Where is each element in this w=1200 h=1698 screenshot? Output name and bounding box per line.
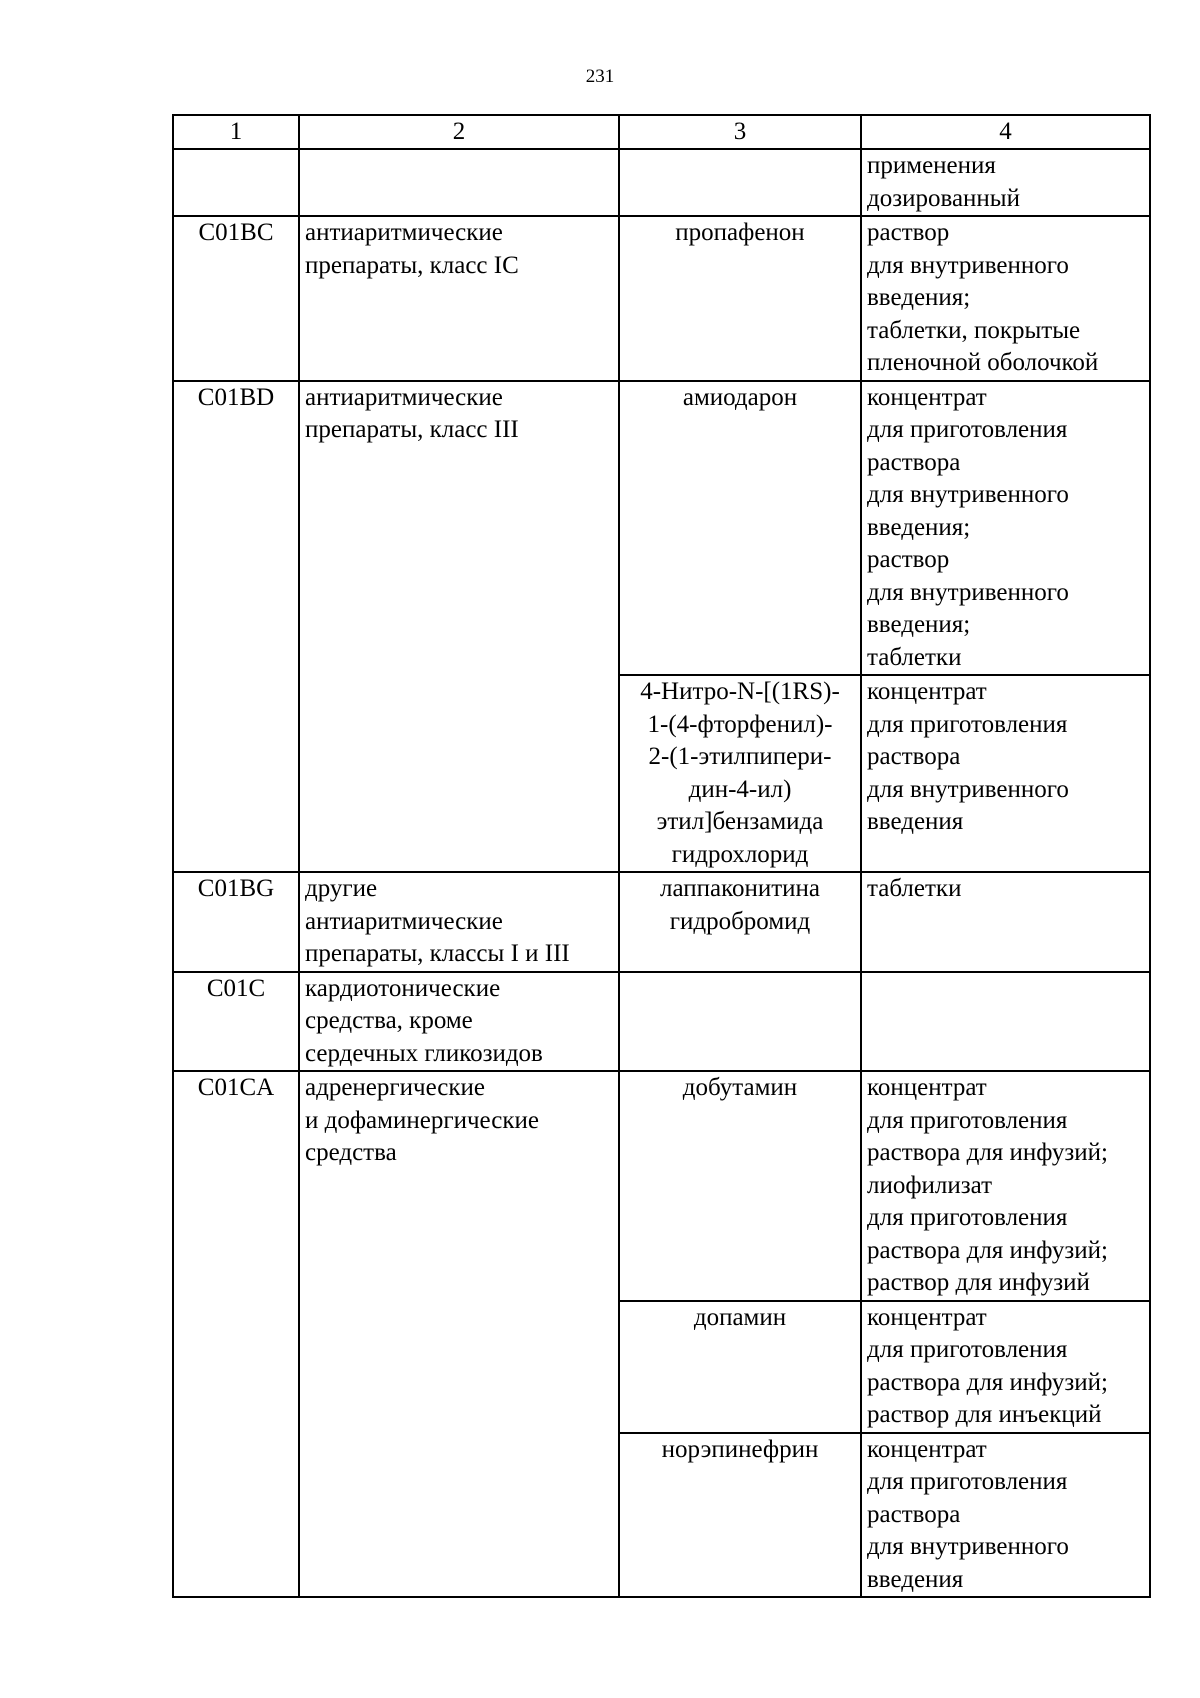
table-header-row: [173, 115, 1150, 149]
drug-cell: амиодарон: [619, 381, 861, 676]
group-cell: антиаритмические препараты, класс IС: [299, 216, 619, 381]
column-header-1: 1: [173, 115, 299, 149]
column-header-2: 2: [299, 115, 619, 149]
dosage-forms-cell: применения дозированный: [861, 149, 1150, 216]
atc-code-cell: C01C: [173, 972, 299, 1072]
drug-cell: 4-Нитро-N-[(1RS)- 1-(4-фторфенил)- 2-(1-этилпипери- дин-4-ил) этил]бензамида гидрохлорид: [619, 675, 861, 872]
drug-table: [172, 114, 1151, 1598]
table-row: [173, 972, 1150, 1072]
atc-code-cell: C01BC: [173, 216, 299, 381]
drug-cell: норэпинефрин: [619, 1433, 861, 1598]
dosage-forms-cell: концентрат для приготовления раствора для инфузий; раствор для инъекций: [861, 1301, 1150, 1433]
dosage-forms-cell: концентрат для приготовления раствора для инфузий; лиофилизат для приготовления раствора для инфузий; раствор для инфузий: [861, 1071, 1150, 1301]
column-header-3: 3: [619, 115, 861, 149]
dosage-forms-cell: концентрат для приготовления раствора для внутривенного введения; раствор для внутривенного введения; таблетки: [861, 381, 1150, 676]
group-cell: адренергические и дофаминергические средства: [299, 1071, 619, 1597]
atc-code-cell: C01BG: [173, 872, 299, 972]
atc-code-cell: C01BD: [173, 381, 299, 873]
dosage-forms-cell: таблетки: [861, 872, 1150, 972]
dosage-forms-cell: концентрат для приготовления раствора для внутривенного введения: [861, 1433, 1150, 1598]
drug-cell: пропафенон: [619, 216, 861, 381]
dosage-forms-cell: концентрат для приготовления раствора для внутривенного введения: [861, 675, 1150, 872]
table-row: [173, 216, 1150, 381]
drug-cell: лаппаконитина гидробромид: [619, 872, 861, 972]
drug-cell: [619, 972, 861, 1072]
group-cell: другие антиаритмические препараты, классы I и III: [299, 872, 619, 972]
table-row: [173, 149, 1150, 216]
drug-cell: добутамин: [619, 1071, 861, 1301]
table-row: [173, 1071, 1150, 1301]
group-cell: кардиотонические средства, кроме сердечных гликозидов: [299, 972, 619, 1072]
dosage-forms-cell: раствор для внутривенного введения; таблетки, покрытые пленочной оболочкой: [861, 216, 1150, 381]
drug-cell: [619, 149, 861, 216]
group-cell: антиаритмические препараты, класс III: [299, 381, 619, 873]
drug-cell: допамин: [619, 1301, 861, 1433]
atc-code-cell: C01CA: [173, 1071, 299, 1597]
group-cell: [299, 149, 619, 216]
atc-code-cell: [173, 149, 299, 216]
table-row: [173, 872, 1150, 972]
column-header-4: 4: [861, 115, 1150, 149]
page-number: 231: [585, 66, 615, 87]
table-row: [173, 381, 1150, 676]
dosage-forms-cell: [861, 972, 1150, 1072]
